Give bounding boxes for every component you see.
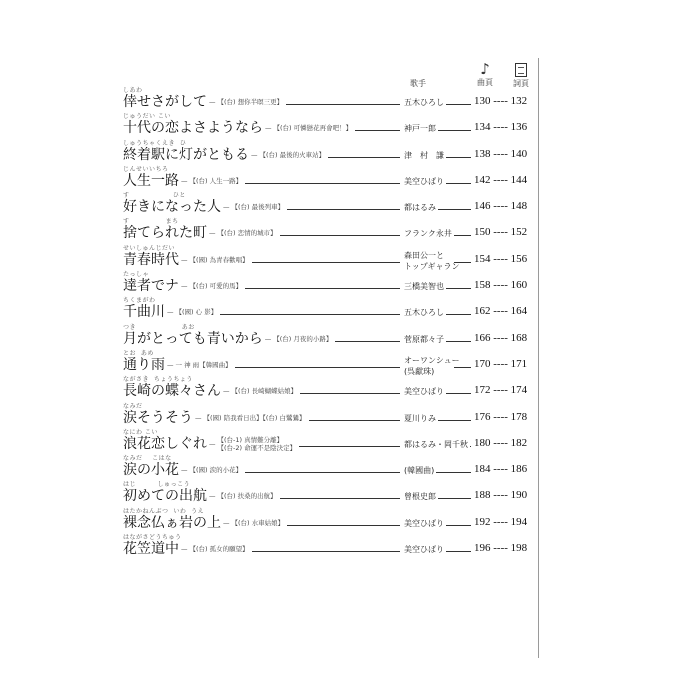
title-dash: — — [167, 360, 174, 369]
page-numbers — [474, 332, 527, 344]
lyric-page-column: 詞頁 — [508, 63, 534, 89]
score-page: 170 — [474, 357, 491, 370]
lyric-page: 140 — [510, 147, 528, 160]
furigana: ちくまがわ — [123, 297, 156, 305]
page-separator: ---- — [490, 436, 511, 449]
song-title: 裸念仏ぁ岩の上 — [123, 514, 221, 531]
lyric-page: 186 — [510, 463, 528, 476]
title-dash: — — [181, 466, 188, 475]
singer-name: 三橋美智也 — [404, 282, 444, 292]
singer-leader — [438, 498, 471, 499]
translation-note: 【(台) 最後列車】 — [231, 203, 285, 212]
score-page: 138 — [474, 147, 491, 160]
toc-header — [120, 58, 538, 88]
score-page: 196 — [474, 542, 491, 555]
page-numbers — [474, 226, 527, 238]
translation-note: 【(台) 人生一路】 — [189, 176, 243, 185]
lyric-page: 178 — [510, 410, 528, 423]
furigana: なみだ — [123, 402, 143, 410]
page-numbers — [474, 411, 527, 423]
translation-note: 【(台) 月夜的小路】 — [273, 334, 333, 343]
translation-note: 【(國) 心 影】 — [175, 308, 218, 317]
singer-name: 都はるみ・岡千秋 — [404, 439, 468, 449]
score-page: 166 — [474, 331, 491, 344]
leader-line — [286, 104, 400, 105]
singer-leader — [446, 551, 471, 552]
title-dash: — — [181, 176, 188, 185]
page-separator: ---- — [490, 95, 511, 107]
song-title: 倖せさがして — [123, 94, 207, 110]
score-page: 154 — [474, 252, 491, 265]
song-title-line — [123, 199, 284, 215]
song-row[interactable] — [120, 325, 538, 351]
leader-line — [280, 235, 400, 236]
furigana: なにわ こい — [123, 428, 158, 436]
page-separator: ---- — [490, 463, 511, 476]
page-separator: ---- — [490, 357, 511, 370]
furigana: じゅうだい こい — [123, 113, 171, 121]
furigana: す まち — [123, 218, 179, 226]
lyric-page: 194 — [510, 515, 528, 528]
singer-leader — [436, 472, 471, 473]
sheet-icon — [515, 63, 527, 77]
singer-leader — [446, 525, 471, 526]
page-numbers — [474, 516, 527, 528]
song-title-line — [123, 252, 249, 268]
title-dash: — — [195, 413, 202, 422]
score-page: 130 — [474, 95, 491, 107]
song-title: 初めての出航 — [123, 488, 207, 505]
furigana: はたかねんぶつ いわ うえ — [123, 507, 205, 515]
score-page: 180 — [474, 436, 491, 449]
page-numbers — [474, 358, 527, 370]
singer-name: オーワンシュー (呉獻珠) — [404, 355, 460, 376]
title-dash: — — [223, 518, 230, 527]
furigana: せいしゅんじだい — [123, 244, 176, 252]
score-page: 188 — [474, 489, 491, 502]
furigana: なみだ こはな — [123, 455, 172, 463]
leader-line — [252, 262, 400, 263]
page-numbers — [474, 279, 527, 291]
lyric-page: 164 — [510, 305, 528, 318]
score-page: 134 — [474, 121, 491, 134]
song-row[interactable] — [120, 535, 538, 561]
song-title-line — [123, 331, 332, 347]
page-numbers — [474, 174, 527, 186]
translation-note: 【(台) 可憐戀花再會吧！】 — [273, 124, 353, 133]
leader-line — [245, 472, 400, 473]
score-page: 176 — [474, 410, 491, 423]
singer-leader — [438, 209, 471, 210]
singer-leader — [446, 393, 471, 394]
translation-notes — [218, 436, 297, 452]
furigana: たっしゃ — [123, 271, 150, 279]
furigana: しあわ — [123, 87, 143, 94]
singer-name: 美空ひばり — [404, 387, 444, 397]
page-numbers — [474, 253, 527, 265]
score-page: 158 — [474, 279, 491, 292]
singer-name: 美空ひばり — [404, 545, 444, 555]
title-dash: — — [265, 124, 272, 133]
singer-leader — [454, 262, 471, 263]
song-title-line — [123, 541, 249, 557]
lyric-page: 132 — [510, 95, 528, 107]
leader-line — [287, 209, 400, 210]
translation-note: 【(台-2) 命運不是陰決定】 — [217, 443, 297, 452]
page-separator: ---- — [490, 173, 511, 186]
furigana: じんせいいちろ — [123, 165, 169, 173]
music-note-icon: ♪ — [480, 60, 490, 78]
lyric-page: 156 — [510, 252, 528, 265]
song-row[interactable] — [120, 193, 538, 219]
lyric-page: 171 — [510, 357, 528, 370]
singer-name: 都はるみ — [404, 203, 436, 213]
singer-leader — [446, 288, 471, 289]
score-page: 192 — [474, 515, 491, 528]
lyric-page: 174 — [510, 384, 528, 397]
score-page: 162 — [474, 305, 491, 318]
song-title-line — [123, 225, 277, 241]
score-page: 150 — [474, 226, 491, 239]
lyric-page: 198 — [510, 542, 528, 555]
title-dash: — — [209, 229, 216, 238]
page-numbers — [474, 121, 527, 133]
singer-leader — [454, 367, 471, 368]
singer-leader — [446, 157, 471, 158]
singer-leader — [454, 235, 471, 236]
score-page: 142 — [474, 173, 491, 186]
singer-leader — [446, 341, 471, 342]
lyric-page: 144 — [510, 173, 528, 186]
song-row[interactable] — [120, 219, 538, 245]
score-page: 184 — [474, 463, 491, 476]
furigana: ながさき ちょうちょう — [123, 376, 193, 384]
singer-name: 五木ひろし — [404, 98, 444, 107]
translation-note: 【(台) 扶桑的出航】 — [217, 492, 277, 501]
page-separator: ---- — [490, 542, 511, 555]
leader-line — [220, 314, 400, 315]
singer-leader — [446, 104, 471, 105]
page-separator: ---- — [490, 200, 511, 213]
leader-line — [300, 393, 400, 394]
singer-column-label: 歌手 — [410, 79, 426, 88]
title-dash: — — [264, 334, 272, 343]
song-title: 終着駅に灯がともる — [123, 146, 249, 163]
singer-leader — [446, 183, 471, 184]
song-row[interactable] — [120, 430, 538, 456]
score-page: 146 — [474, 200, 491, 213]
page-numbers — [474, 200, 527, 212]
lyric-page: 190 — [510, 489, 528, 502]
singer-leader — [470, 446, 471, 447]
page-separator: ---- — [490, 279, 511, 292]
page-numbers — [474, 384, 527, 396]
page-numbers — [474, 463, 527, 475]
song-title: 人生一路 — [123, 172, 179, 189]
translation-note: 【(國) 陪我看日出】【(台) 白鷺鷥】 — [203, 413, 306, 422]
song-title: 月がとっても青いから — [123, 330, 263, 347]
title-dash: — — [209, 98, 216, 106]
furigana: つき あお — [123, 323, 195, 331]
translation-note: 【(台-1) 真情難分離】 — [217, 435, 284, 444]
page-numbers — [474, 542, 527, 554]
leader-line — [328, 157, 400, 158]
page-separator: ---- — [490, 305, 511, 318]
song-title: 達者でナ — [123, 278, 179, 295]
page-numbers — [474, 489, 527, 501]
singer-name: 菅原都々子 — [404, 334, 444, 344]
title-dash: — — [209, 439, 216, 448]
song-title-line — [123, 147, 325, 163]
singer-name: 津 村 謙 — [404, 150, 444, 160]
song-title-line — [123, 357, 232, 373]
song-row[interactable] — [120, 404, 538, 430]
song-title: 十代の恋よさようなら — [123, 120, 263, 137]
song-row[interactable] — [120, 272, 538, 298]
furigana: はながさどうちゅう — [123, 534, 182, 542]
page-numbers — [474, 95, 527, 107]
singer-name: (韓國曲) — [404, 466, 435, 476]
title-dash: — — [181, 255, 188, 264]
singer-name: 美空ひばり — [404, 518, 444, 528]
translation-note: 【(台) 可愛的馬】 — [189, 282, 243, 291]
leader-line — [299, 446, 400, 447]
translation-note: 【(國) 涙的小花】 — [189, 466, 243, 475]
singer-name: フランク永井 — [404, 229, 452, 239]
song-title-line — [123, 436, 296, 452]
title-dash: — — [251, 150, 258, 159]
song-title: 長崎の蝶々さん — [123, 383, 221, 400]
furigana: はじ しゅっこう — [123, 481, 191, 489]
song-title: 花笠道中 — [123, 541, 179, 558]
furigana: す ひと — [123, 192, 186, 200]
translation-note: 【(台) 最後的火車站】 — [259, 150, 326, 159]
lyric-page: 168 — [510, 331, 528, 344]
song-title-line — [123, 410, 306, 426]
page-separator: ---- — [490, 489, 511, 502]
page-separator: ---- — [490, 384, 511, 397]
song-title-line — [123, 120, 352, 136]
song-title-line — [123, 462, 242, 478]
translation-note: 【(國) 為青春歡唱】 — [189, 255, 249, 264]
song-title: 千曲川 — [123, 304, 165, 321]
song-row[interactable] — [120, 377, 538, 403]
singer-leader — [438, 130, 471, 131]
leader-line — [335, 341, 400, 342]
song-title-line — [123, 304, 217, 320]
song-title: 涙の小花 — [123, 462, 179, 479]
furigana: とお あめ — [123, 349, 154, 357]
song-list — [120, 88, 538, 561]
leader-line — [355, 130, 400, 131]
lyric-page: 160 — [510, 279, 528, 292]
singer-name: 神戸一郎 — [404, 124, 436, 134]
singer-leader — [438, 420, 471, 421]
singer-leader — [446, 314, 471, 315]
translation-note: 【(台) 水車姑娘】 — [231, 518, 285, 527]
leader-line — [309, 420, 400, 421]
song-title-line — [123, 278, 242, 294]
song-title-line — [123, 383, 297, 399]
lyric-page: 136 — [510, 121, 528, 134]
leader-line — [252, 551, 400, 552]
title-dash: — — [167, 308, 174, 317]
furigana: しゅうちゃくえき ひ — [123, 139, 187, 147]
translation-note: 【(台) 想你半暝三更】 — [217, 98, 284, 106]
singer-name: 曾根史郎 — [404, 492, 436, 502]
song-row[interactable] — [120, 88, 538, 114]
song-title-line — [123, 94, 283, 110]
song-title: 涙そうそう — [123, 409, 193, 426]
page-numbers — [474, 148, 527, 160]
song-title: 青春時代 — [123, 251, 179, 268]
song-row[interactable] — [120, 141, 538, 167]
leader-line — [287, 525, 400, 526]
page-separator: ---- — [490, 226, 511, 239]
title-dash: — — [181, 282, 188, 291]
lyric-page: 182 — [510, 436, 528, 449]
leader-line — [245, 288, 400, 289]
title-dash: — — [223, 387, 230, 396]
translation-note: 【(台) 長崎蝴蝶姑娘】 — [231, 387, 298, 396]
singer-name: 美空ひばり — [404, 176, 444, 186]
lyric-page: 152 — [510, 226, 528, 239]
lyric-page: 148 — [510, 200, 528, 213]
leader-line — [280, 498, 400, 499]
translation-note: 【(台) 孤女的願望】 — [189, 545, 249, 554]
score-page: 172 — [474, 384, 491, 397]
title-dash: — — [209, 492, 216, 501]
song-row[interactable] — [120, 246, 538, 272]
singer-name: 夏川りみ — [404, 413, 436, 423]
song-title-line — [123, 488, 277, 504]
page-numbers — [474, 305, 527, 317]
song-title-line — [123, 173, 242, 189]
song-title: 好きになった人 — [123, 199, 221, 216]
title-dash: — — [223, 203, 230, 212]
song-title: 浪花恋しぐれ — [123, 435, 207, 452]
song-row[interactable] — [120, 509, 538, 535]
translation-note: 一 神 雨【韓國曲】 — [175, 360, 232, 369]
singer-name: 五木ひろし — [404, 308, 444, 318]
page-separator: ---- — [490, 121, 511, 134]
song-title-line — [123, 515, 284, 531]
singer-name: 森田公一と トップギャラン — [404, 250, 460, 271]
page-separator: ---- — [490, 410, 511, 423]
page-separator: ---- — [490, 147, 511, 160]
score-page-column: ♪ 曲頁 — [472, 62, 498, 88]
page-separator: ---- — [490, 515, 511, 528]
song-title: 通り雨 — [123, 356, 165, 373]
page-numbers — [474, 437, 527, 449]
page-separator: ---- — [490, 331, 511, 344]
page-separator: ---- — [490, 252, 511, 265]
title-dash: — — [181, 545, 188, 554]
toc-page — [120, 58, 539, 658]
leader-line — [235, 367, 400, 368]
song-title: 捨てられた町 — [123, 225, 207, 242]
leader-line — [245, 183, 400, 184]
translation-note: 【(台) 恋情的城市】 — [217, 229, 277, 238]
